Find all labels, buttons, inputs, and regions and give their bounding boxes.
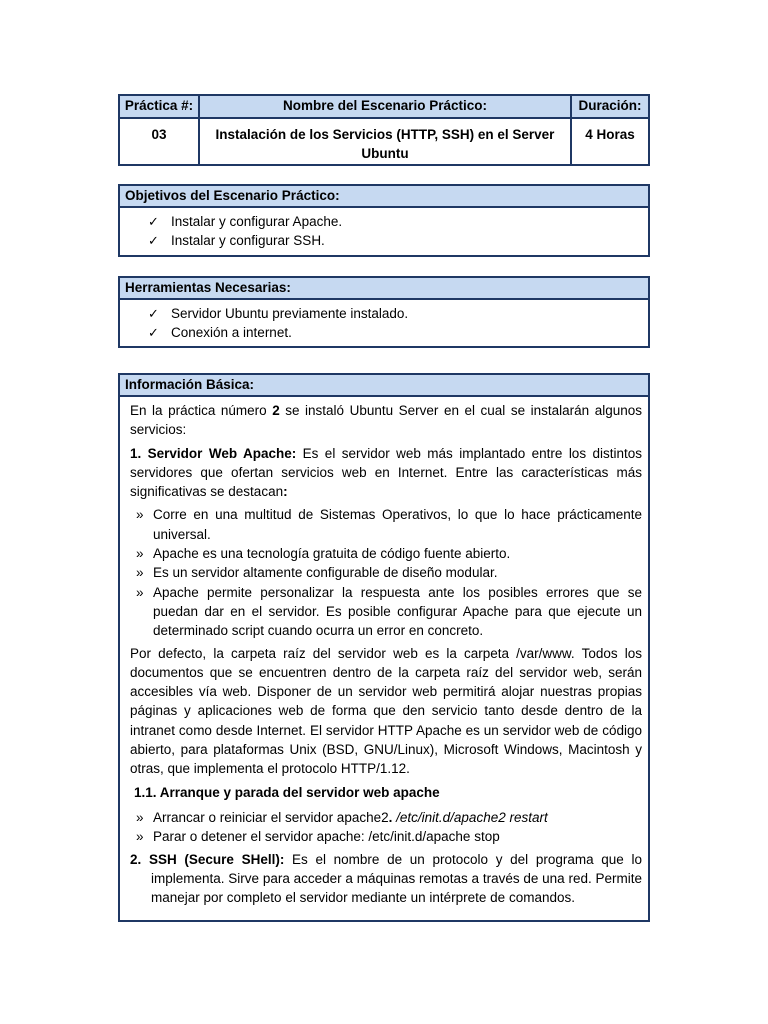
- practice-number: 03: [120, 119, 200, 166]
- check-icon: ✓: [148, 306, 159, 321]
- practice-name: Instalación de los Servicios (HTTP, SSH) en el Server Ubuntu: [200, 119, 572, 166]
- header-practica: Práctica #:: [120, 96, 200, 117]
- basic-info-section: [118, 373, 650, 922]
- bullet-icon: »: [136, 829, 144, 845]
- apache-paragraph: 1. Servidor Web Apache: Es el servidor web más implantado entre los distintos servidores que ofertan servicios web en Internet. Entre las características más significativas se destacan:: [130, 445, 642, 500]
- objectives-title: Objetivos del Escenario Práctico:: [120, 186, 648, 208]
- apache-heading: 1. Servidor Web Apache:: [130, 445, 297, 461]
- bullet-icon: »: [136, 584, 144, 600]
- apache-features-list: [130, 505, 642, 640]
- list-item: » Es un servidor altamente configurable de diseño modular.: [136, 563, 642, 582]
- practice-duration: 4 Horas: [585, 127, 635, 142]
- ssh-paragraph: 2. SSH (Secure SHell): Es el nombre de un protocolo y del programa que lo implementa. Sirve para acceder a máquinas remotas a través de una red. Permite manejar por completo el servidor mediante un intérprete de comandos.: [130, 851, 642, 906]
- ssh-heading: 2. SSH (Secure SHell):: [130, 851, 285, 867]
- tools-section: [118, 276, 650, 348]
- list-item: ✓ Servidor Ubuntu previamente instalado.: [148, 306, 409, 321]
- list-item: » Corre en una multitud de Sistemas Operativos, lo que lo hace prácticamente universal.: [136, 507, 642, 542]
- check-icon: ✓: [148, 233, 159, 248]
- practice-table: [118, 94, 650, 166]
- basic-info-body: [120, 397, 648, 907]
- bullet-icon: »: [136, 565, 144, 581]
- list-item: » Arrancar o reiniciar el servidor apache2. /etc/init.d/apache2 restart: [136, 808, 642, 827]
- bullet-icon: »: [136, 507, 144, 523]
- objectives-section: [118, 184, 650, 257]
- bullet-icon: »: [136, 546, 144, 562]
- header-nombre: Nombre del Escenario Práctico:: [200, 96, 572, 117]
- list-item: » Parar o detener el servidor apache: /etc/init.d/apache stop: [136, 827, 642, 846]
- tools-list: [120, 300, 648, 342]
- objectives-list: [120, 208, 648, 250]
- practice-table-row: [120, 119, 648, 166]
- tools-title: Herramientas Necesarias:: [120, 278, 648, 300]
- basic-info-title: Información Básica:: [120, 375, 648, 397]
- intro-paragraph: En la práctica número 2 se instaló Ubuntu Server en el cual se instalarán algunos servicios:: [130, 403, 642, 438]
- list-item: ✓ Conexión a internet.: [148, 325, 292, 340]
- bullet-icon: »: [136, 809, 144, 825]
- default-paragraph: Por defecto, la carpeta raíz del servidor web es la carpeta /var/www. Todos los documentos que se encuentren dentro de la carpeta raíz del servidor web, serán accesibles vía web. Disponer de un servidor web permitirá alojar nuestras propias páginas y aplicaciones web de forma que den servicio tanto desde dentro de la intranet como desde Internet. El servidor HTTP Apache es un servidor web de código abierto, para plataformas Unix (BSD, GNU/Linux), Microsoft Windows, Macintosh y otras, que implementa el protocolo HTTP/1.12.: [130, 645, 642, 777]
- practice-table-header: [120, 96, 648, 119]
- header-duracion: Duración:: [578, 98, 642, 113]
- list-item: » Apache es una tecnología gratuita de código fuente abierto.: [136, 544, 642, 563]
- list-item: ✓ Instalar y configurar Apache.: [148, 214, 343, 229]
- list-item: » Apache permite personalizar la respuesta ante los posibles errores que se puedan dar en el servidor. Es posible configurar Apache para que ejecute un determinado script cuando ocurra un error en concreto.: [136, 584, 642, 639]
- subsection-heading: 1.1. Arranque y parada del servidor web apache: [134, 784, 440, 800]
- check-icon: ✓: [148, 325, 159, 340]
- check-icon: ✓: [148, 214, 159, 229]
- commands-list: [130, 808, 642, 847]
- list-item: ✓ Instalar y configurar SSH.: [148, 233, 325, 248]
